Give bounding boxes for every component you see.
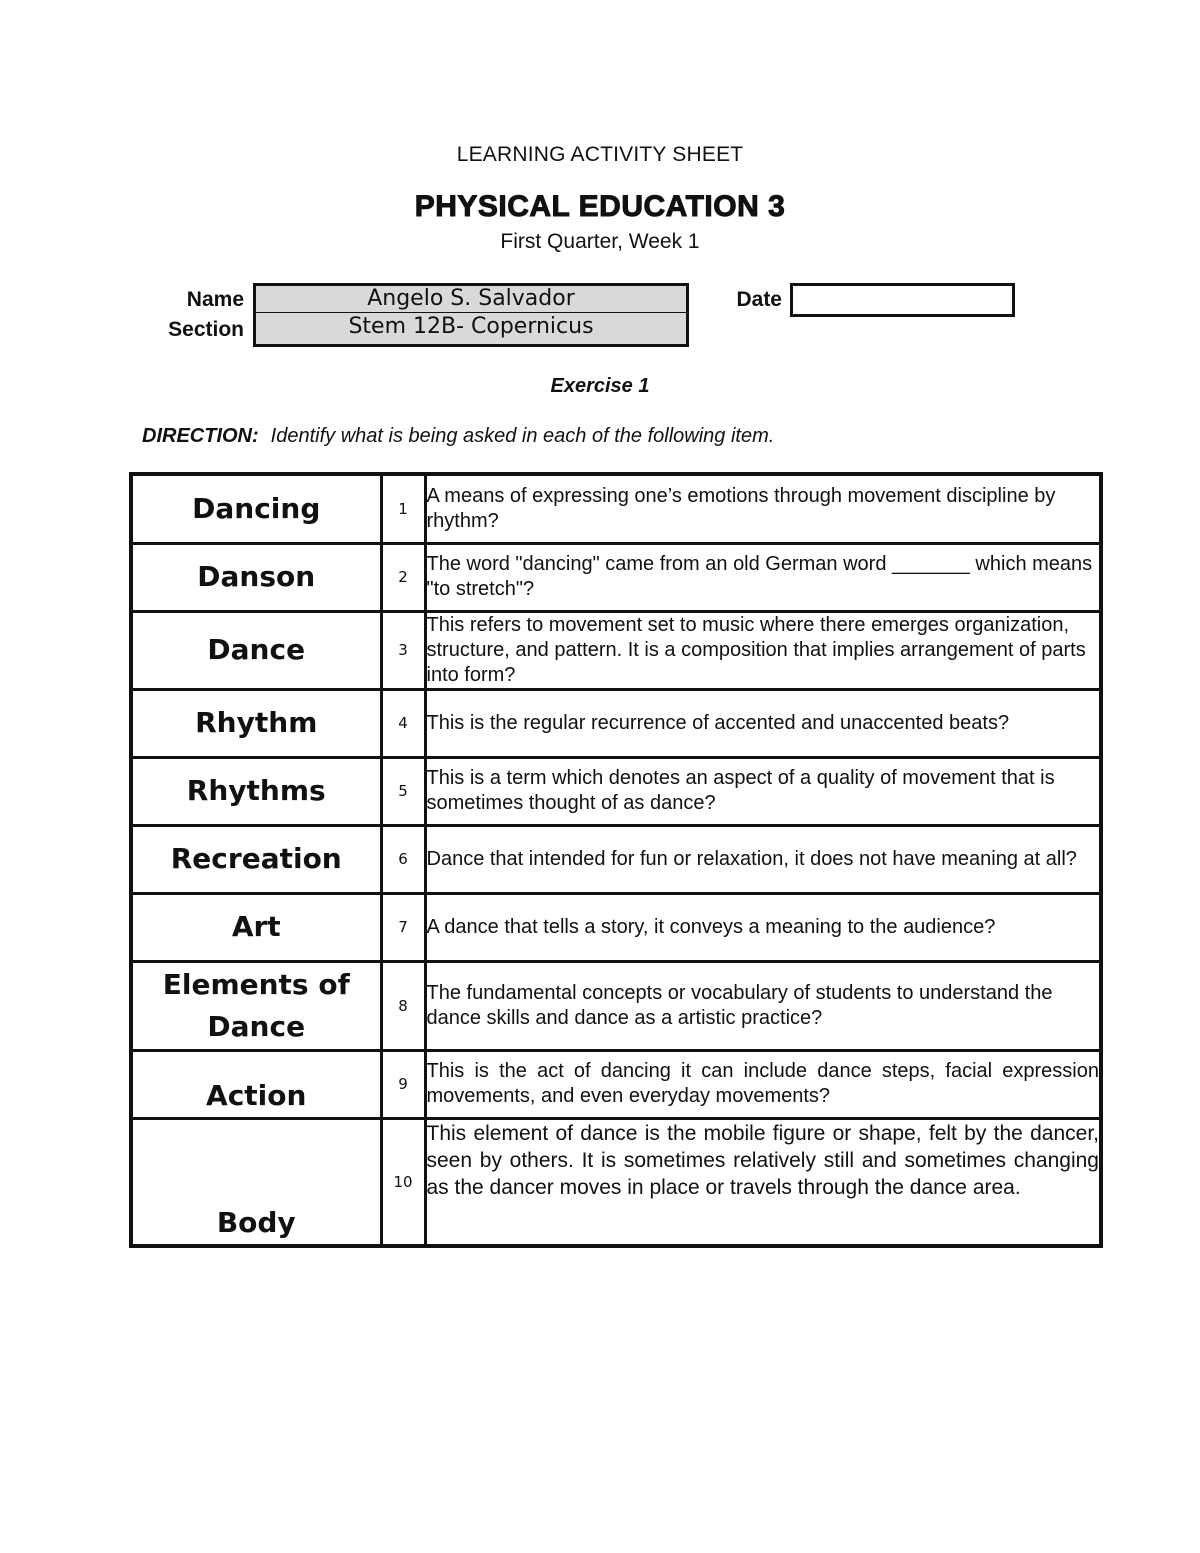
question-text: This is the regular recurrence of accented and unaccented beats? xyxy=(425,689,1101,757)
answer-cell[interactable]: Dance xyxy=(131,611,381,689)
sheet-label: LEARNING ACTIVITY SHEET xyxy=(456,143,744,166)
direction-label: DIRECTION: xyxy=(142,425,259,447)
direction-line xyxy=(142,425,774,448)
answer-table xyxy=(129,472,1103,1248)
table-row xyxy=(131,893,1101,961)
question-text: This is the act of dancing it can include dance steps, facial expression movements, and even everyday movements? xyxy=(425,1050,1101,1118)
question-text: A means of expressing one’s emotions through movement discipline by rhythm? xyxy=(425,474,1101,543)
table-row xyxy=(131,757,1101,825)
table-row xyxy=(131,474,1101,543)
date-label: Date xyxy=(736,288,782,311)
exercise-title: Exercise 1 xyxy=(550,375,650,397)
question-text: A dance that tells a story, it conveys a meaning to the audience? xyxy=(425,893,1101,961)
answer-cell[interactable]: Elements of Dance xyxy=(131,961,381,1050)
date-field[interactable] xyxy=(790,283,1015,317)
item-number: 4 xyxy=(381,689,425,757)
section-field[interactable]: Stem 12B- Copernicus xyxy=(253,313,689,347)
subject-title: PHYSICAL EDUCATION 3 xyxy=(414,190,786,223)
question-text: The fundamental concepts or vocabulary of students to understand the dance skills and dance as a artistic practice? xyxy=(425,961,1101,1050)
table-row xyxy=(131,1118,1101,1246)
table-row xyxy=(131,961,1101,1050)
question-text: This is a term which denotes an aspect of a quality of movement that is sometimes thought of as dance? xyxy=(425,757,1101,825)
item-number: 9 xyxy=(381,1050,425,1118)
answer-cell[interactable]: Recreation xyxy=(131,825,381,893)
answer-cell[interactable]: Body xyxy=(131,1118,381,1246)
table-row xyxy=(131,689,1101,757)
item-number: 10 xyxy=(381,1118,425,1246)
item-number: 3 xyxy=(381,611,425,689)
answer-cell[interactable]: Action xyxy=(131,1050,381,1118)
table-row xyxy=(131,1050,1101,1118)
question-text: This element of dance is the mobile figure or shape, felt by the dancer, seen by others. It is sometimes relatively still and sometimes changing as the dancer moves in place or travels through the dance area. xyxy=(425,1118,1101,1246)
item-number: 5 xyxy=(381,757,425,825)
section-label: Section xyxy=(168,318,244,341)
name-field[interactable]: Angelo S. Salvador xyxy=(253,283,689,314)
table-row xyxy=(131,543,1101,611)
question-text: This refers to movement set to music where there emerges organization, structure, and pattern. It is a composition that implies arrangement of parts into form? xyxy=(425,611,1101,689)
item-number: 2 xyxy=(381,543,425,611)
name-label: Name xyxy=(186,288,244,311)
question-text: The word "dancing" came from an old German word _______ which means "to stretch"? xyxy=(425,543,1101,611)
item-number: 8 xyxy=(381,961,425,1050)
direction-text: Identify what is being asked in each of the following item. xyxy=(270,425,775,447)
table-row xyxy=(131,611,1101,689)
quarter-week: First Quarter, Week 1 xyxy=(500,230,700,253)
answer-cell[interactable]: Rhythm xyxy=(131,689,381,757)
answer-cell[interactable]: Rhythms xyxy=(131,757,381,825)
answer-cell[interactable]: Art xyxy=(131,893,381,961)
answer-cell[interactable]: Danson xyxy=(131,543,381,611)
answer-cell[interactable]: Dancing xyxy=(131,474,381,543)
item-number: 6 xyxy=(381,825,425,893)
question-text: Dance that intended for fun or relaxation, it does not have meaning at all? xyxy=(425,825,1101,893)
item-number: 7 xyxy=(381,893,425,961)
item-number: 1 xyxy=(381,474,425,543)
table-row xyxy=(131,825,1101,893)
